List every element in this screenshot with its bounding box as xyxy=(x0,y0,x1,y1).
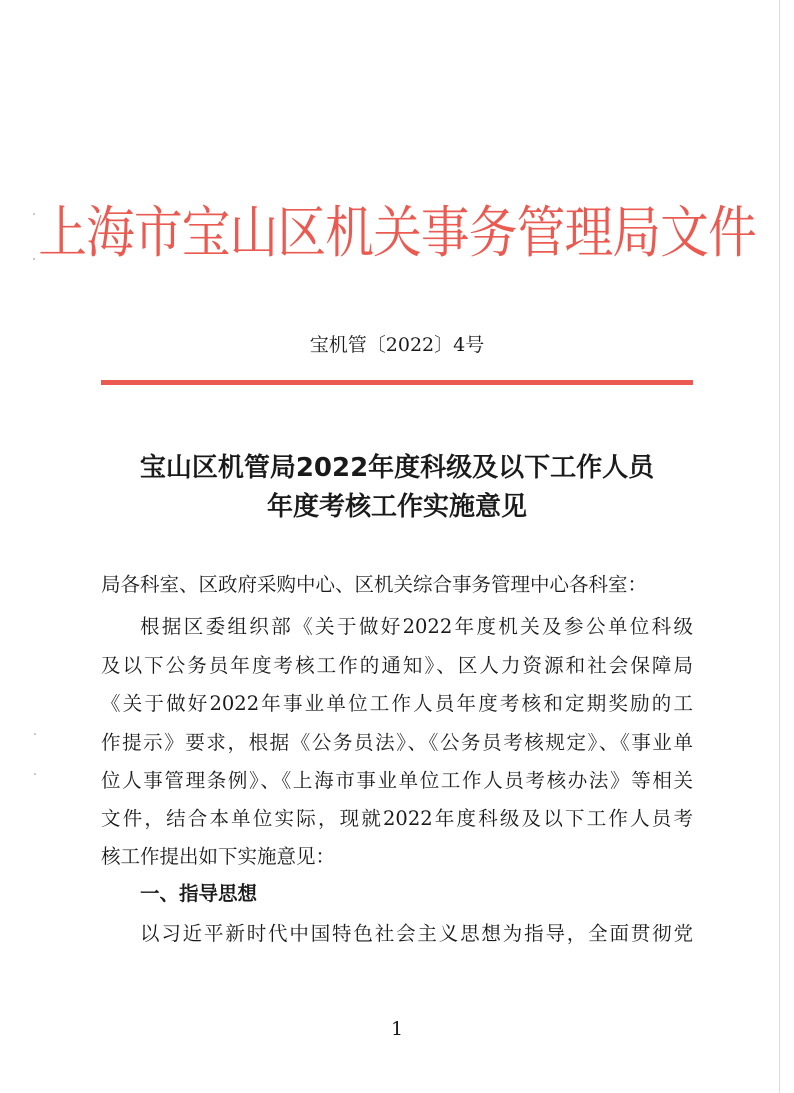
paragraph-line: 文件，结合本单位实际，现就2022年度科级及以下工作人员考 xyxy=(101,807,693,830)
paragraph-line: 位人事管理条例》、《上海市事业单位工作人员考核办法》等相关 xyxy=(101,769,693,792)
paragraph-line: 及以下公务员年度考核工作的通知》、区人力资源和社会保障局 xyxy=(101,654,693,677)
scan-edge-line xyxy=(779,0,780,1093)
paragraph-line: 核工作提出如下实施意见： xyxy=(101,845,336,868)
red-separator-line xyxy=(101,380,693,385)
document-number: 宝机管〔2022〕4号 xyxy=(309,334,485,356)
paragraph-line: 作提示》要求，根据《公务员法》、《公务员考核规定》、《事业单 xyxy=(101,731,693,754)
paragraph-line: 《关于做好2022年事业单位工作人员年度考核和定期奖励的工 xyxy=(101,692,693,715)
scan-mark xyxy=(34,773,36,775)
page-number: 1 xyxy=(390,1018,404,1040)
section-heading: 一、指导思想 xyxy=(140,882,258,905)
scan-mark xyxy=(34,733,36,735)
issuer-title: 上海市宝山区机关事务管理局文件 xyxy=(38,201,756,266)
document-title-line-1: 宝山区机管局2022年度科级及以下工作人员 xyxy=(139,453,655,483)
paragraph-line: 以习近平新时代中国特色社会主义思想为指导，全面贯彻党 xyxy=(140,922,693,945)
paragraph-line: 根据区委组织部《关于做好2022年度机关及参公单位科级 xyxy=(140,615,693,638)
salutation: 局各科室、区政府采购中心、区机关综合事务管理中心各科室： xyxy=(101,573,648,596)
document-title-line-2: 年度考核工作实施意见 xyxy=(266,492,527,522)
